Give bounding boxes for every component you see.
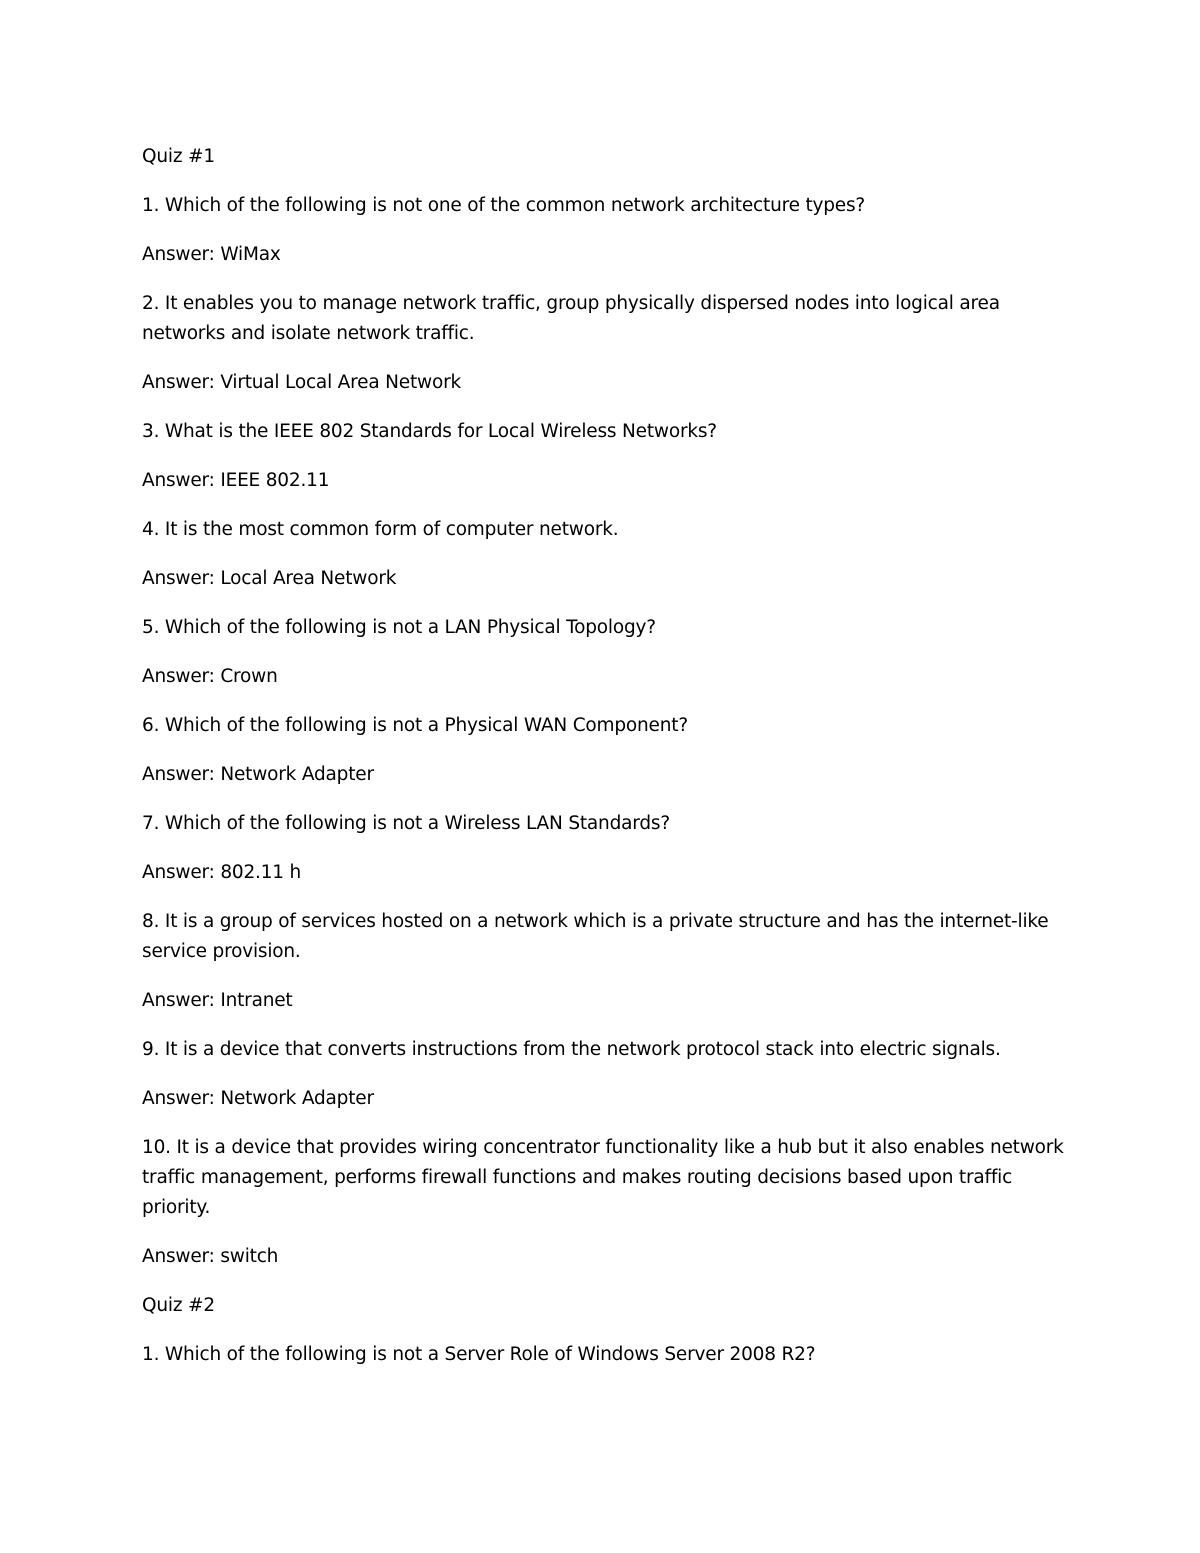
quiz-2-title: Quiz #2 xyxy=(142,1295,215,1316)
quiz-1-question-7: 7. Which of the following is not a Wireless LAN Standards? xyxy=(142,813,670,834)
quiz-1-answer-6: Answer: Network Adapter xyxy=(142,764,374,785)
quiz-1-question-5: 5. Which of the following is not a LAN Physical Topology? xyxy=(142,617,656,638)
quiz-1-answer-7: Answer: 802.11 h xyxy=(142,862,302,883)
quiz-1-answer-8: Answer: Intranet xyxy=(142,990,293,1011)
quiz-1-question-10: 10. It is a device that provides wiring concentrator functionality like a hub but it also enables network traffic management, performs firewall functions and makes routing decisions based upon traffic priority. xyxy=(142,1137,1064,1218)
quiz-1-answer-5: Answer: Crown xyxy=(142,666,278,687)
quiz-1-answer-3: Answer: IEEE 802.11 xyxy=(142,470,330,491)
document-body xyxy=(142,142,1072,1389)
quiz-1-question-4: 4. It is the most common form of computer network. xyxy=(142,519,619,540)
quiz-1-question-3: 3. What is the IEEE 802 Standards for Local Wireless Networks? xyxy=(142,421,717,442)
quiz-1-question-6: 6. Which of the following is not a Physical WAN Component? xyxy=(142,715,688,736)
quiz-1-question-1: 1. Which of the following is not one of the common network architecture types? xyxy=(142,195,866,216)
quiz-1-question-8: 8. It is a group of services hosted on a network which is a private structure and has the internet-like service provision. xyxy=(142,911,1049,962)
quiz-1-answer-2: Answer: Virtual Local Area Network xyxy=(142,372,461,393)
quiz-1-answer-4: Answer: Local Area Network xyxy=(142,568,397,589)
quiz-1-answer-9: Answer: Network Adapter xyxy=(142,1088,374,1109)
quiz-2-question-1: 1. Which of the following is not a Server Role of Windows Server 2008 R2? xyxy=(142,1344,816,1365)
quiz-1-title: Quiz #1 xyxy=(142,146,215,167)
quiz-1-question-2: 2. It enables you to manage network traffic, group physically dispersed nodes into logical area networks and isolate network traffic. xyxy=(142,293,1000,344)
quiz-1-answer-10: Answer: switch xyxy=(142,1246,279,1267)
quiz-1-answer-1: Answer: WiMax xyxy=(142,244,281,265)
quiz-1-question-9: 9. It is a device that converts instructions from the network protocol stack into electric signals. xyxy=(142,1039,1001,1060)
